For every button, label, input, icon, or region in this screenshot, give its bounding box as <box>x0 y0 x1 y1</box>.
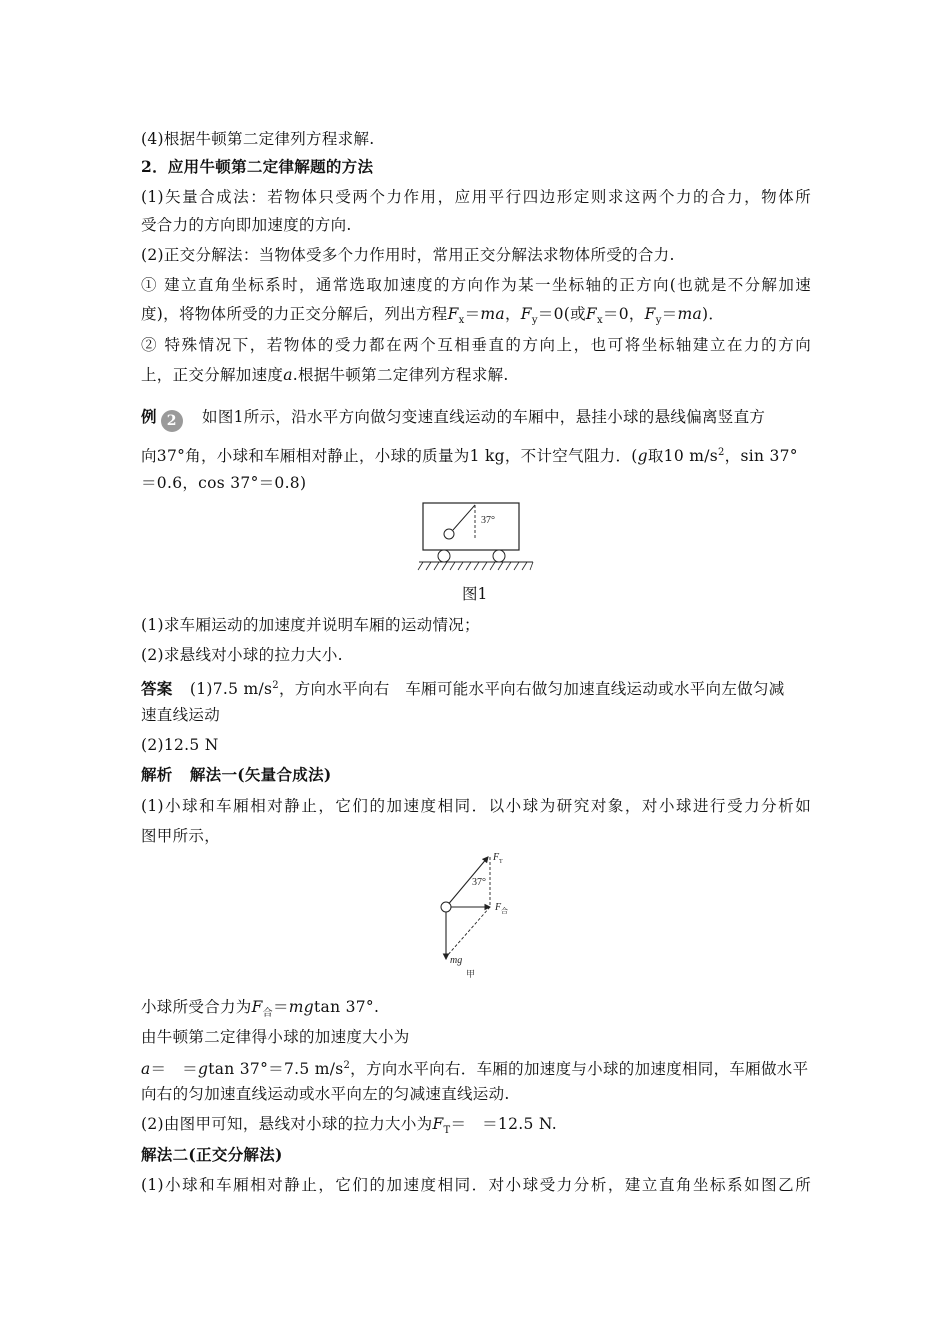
text-span: 向37°角，小球和车厢相对静止，小球的质量为1 kg，不计空气阻力．( <box>141 447 638 466</box>
text-line <box>141 364 811 386</box>
text-span: .根据牛顿第二定律列方程求解. <box>292 366 509 384</box>
text-span: ，sin 37° <box>724 447 798 466</box>
text-line: 速直线运动 <box>141 706 221 724</box>
text-line: (1)矢量合成法：若物体只受两个力作用，应用平行四边形定则求这两个力的合力，物体所 <box>141 188 811 206</box>
var-f: F <box>520 305 532 323</box>
pendulum-string <box>453 505 475 530</box>
text-span: tan 37°＝7.5 m/s <box>208 1060 344 1079</box>
angle-label: 37° <box>481 515 495 526</box>
ft-label: F <box>493 852 500 863</box>
text-span: )． <box>702 305 725 323</box>
text-line <box>141 442 811 467</box>
text-span: (2)由图甲可知，悬线对小球的拉力大小为 <box>141 1115 433 1133</box>
subscript: 合 <box>262 1008 273 1020</box>
text-line: 受合力的方向即加速度的方向. <box>141 216 352 234</box>
fhe-label: F <box>495 902 502 913</box>
solution-line <box>141 764 811 786</box>
text-span: ，方向水平向右 车厢可能水平向右做匀加速直线运动或水平向左做匀减 <box>278 680 785 699</box>
section-heading: 2．应用牛顿第二定律解题的方法 <box>141 157 374 176</box>
ground-hatching <box>418 562 533 570</box>
text-line: 向右的匀加速直线运动或水平向左的匀减速直线运动. <box>141 1085 510 1103</box>
text-span: tan 37°. <box>314 998 380 1016</box>
subscript: y <box>531 315 538 327</box>
text-span: (1)7.5 m/s <box>189 680 273 699</box>
var-g: g <box>197 1060 209 1079</box>
text-line <box>141 996 811 1025</box>
example-number-badge: 2 <box>161 410 183 432</box>
var-f: F <box>251 998 263 1016</box>
text-line <box>141 303 811 332</box>
text-line: ② 特殊情况下，若物体的受力都在两个互相垂直的方向上，也可将坐标轴建立在力的方向 <box>141 336 811 354</box>
superscript: 2 <box>717 447 725 458</box>
pendulum-ball <box>444 529 454 539</box>
question-1: (1)求车厢运动的加速度并说明车厢的运动情况； <box>141 616 480 634</box>
subscript: T <box>443 1125 451 1137</box>
var-f: F <box>432 1115 444 1133</box>
example-line <box>141 406 811 432</box>
text-line: 由牛顿第二定律得小球的加速度大小为 <box>141 1028 410 1046</box>
text-span: ＝0， <box>602 305 645 323</box>
text-span: ＝0(或 <box>537 305 586 323</box>
text-span: ， <box>504 305 521 323</box>
method-heading: 解法一(矢量合成法) <box>189 765 332 784</box>
superscript: 2 <box>272 680 279 691</box>
text-span: 小球所受合力为 <box>141 998 252 1016</box>
text-span: ＝ ＝ <box>150 1060 198 1079</box>
figure-1-caption: 图1 <box>462 585 488 603</box>
ball <box>441 902 451 912</box>
answer-label: 答案 <box>141 679 173 699</box>
var-a: a <box>283 366 293 384</box>
subscript: x <box>596 315 603 327</box>
subscript: y <box>655 315 662 327</box>
var-a: a <box>141 1060 151 1079</box>
wheel-right <box>493 550 505 562</box>
angle-label: 37° <box>472 877 486 888</box>
var-ma: ma <box>677 305 703 323</box>
text-span: ＝ ＝12.5 N. <box>450 1115 557 1133</box>
text-line: (1)小球和车厢相对静止，它们的加速度相同．对小球受力分析，建立直角坐标系如图乙所 <box>141 1176 811 1194</box>
text-line <box>141 1055 811 1080</box>
dashed-diagonal <box>446 907 490 957</box>
text-line <box>141 1113 811 1142</box>
text-line: (2)12.5 N <box>141 736 219 754</box>
wheel-left <box>438 550 450 562</box>
text-span: 取10 m/s <box>647 447 718 466</box>
superscript: 2 <box>343 1060 351 1071</box>
figure-jia-force-diagram <box>432 845 522 985</box>
text-span: 如图1所示，沿水平方向做匀变速直线运动的车厢中，悬挂小球的悬线偏离竖直方 <box>202 408 766 426</box>
text-span: 度)，将物体所受的力正交分解后，列出方程 <box>141 305 448 323</box>
mg-label: mg <box>450 955 463 966</box>
question-2: (2)求悬线对小球的拉力大小. <box>141 646 343 664</box>
text-line: (2)正交分解法：当物体受多个力作用时，常用正交分解法求物体所受的合力. <box>141 246 675 264</box>
subscript: x <box>458 315 465 327</box>
text-span: ＝ <box>272 998 289 1016</box>
text-span: ＝ <box>661 305 678 323</box>
text-line: 图甲所示， <box>141 827 221 845</box>
fhe-subscript: 合 <box>501 907 508 915</box>
var-f: F <box>644 305 656 323</box>
text-span: ＝ <box>464 305 481 323</box>
ft-subscript: T <box>499 859 503 865</box>
var-f: F <box>447 305 459 323</box>
text-span: ，方向水平向右．车厢的加速度与小球的加速度相同，车厢做水平 <box>350 1060 809 1079</box>
text-line: ＝0.6，cos 37°＝0.8) <box>141 474 307 492</box>
figure-1-cart-diagram <box>415 500 537 572</box>
method-heading: 解法二(正交分解法) <box>141 1145 283 1164</box>
text-line: (4)根据牛顿第二定律列方程求解. <box>141 130 375 148</box>
text-line: ① 建立直角坐标系时，通常选取加速度的方向作为某一坐标轴的正方向(也就是不分解加速 <box>141 276 811 294</box>
var-g: g <box>637 447 648 466</box>
text-line: (1)小球和车厢相对静止，它们的加速度相同．以小球为研究对象，对小球进行受力分析如 <box>141 797 811 815</box>
answer-line <box>141 675 811 700</box>
solution-label: 解析 <box>141 765 173 784</box>
var-mg: mg <box>288 998 315 1016</box>
var-f: F <box>585 305 597 323</box>
figure-jia-caption: 甲 <box>466 969 476 979</box>
var-ma: ma <box>480 305 505 323</box>
example-label: 例 <box>141 407 157 426</box>
text-span: 上，正交分解加速度 <box>141 366 284 384</box>
